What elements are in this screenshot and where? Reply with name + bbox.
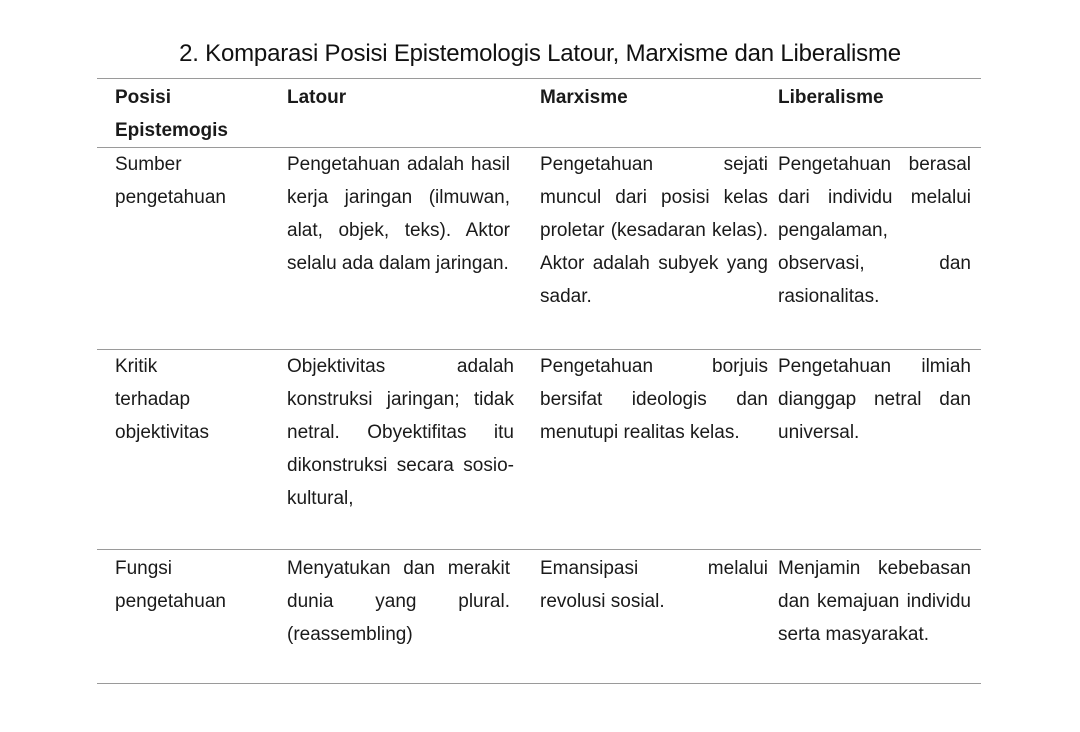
row-liberalisme: Pengetahuan ilmiah dianggap netral dan universal. bbox=[778, 356, 971, 443]
table-header-row bbox=[97, 79, 981, 147]
row-marxisme: Emansipasi melalui revolusi sosial. bbox=[540, 558, 768, 612]
row-latour: Pengetahuan adalah hasil kerja jaringan (ilmuwan, alat, objek, teks). Aktor selalu ada dalam jaringan. bbox=[287, 154, 510, 274]
row-latour: Objektivitas adalah konstruksi jaringan; tidak netral. Obyektifitas itu dikonstruksi secara sosio-kultural, bbox=[287, 356, 514, 509]
row-latour: Menyatukan dan merakit dunia yang plural. (reassembling) bbox=[287, 558, 510, 645]
header-latour: Latour bbox=[287, 87, 347, 108]
comparison-table bbox=[97, 78, 981, 684]
table-bottom-rule bbox=[97, 683, 981, 684]
header-posisi: Posisi Epistemogis bbox=[115, 87, 228, 141]
row-aspect: Sumber pengetahuan bbox=[115, 154, 226, 208]
row-liberalisme: Menjamin kebebasan dan kemajuan individu serta masyarakat. bbox=[778, 558, 971, 645]
header-marxisme: Marxisme bbox=[540, 87, 628, 108]
header-liberalisme: Liberalisme bbox=[778, 87, 884, 108]
row-liberalisme: Pengetahuan berasal dari individu melalui pengalaman, observasi, dan rasionalitas. bbox=[778, 154, 971, 307]
row-marxisme: Pengetahuan borjuis bersifat ideologis dan menutupi realitas kelas. bbox=[540, 356, 768, 443]
table-title: 2. Komparasi Posisi Epistemologis Latour, Marxisme dan Liberalisme bbox=[179, 40, 901, 67]
table-row bbox=[97, 350, 981, 549]
row-marxisme: Pengetahuan sejati muncul dari posisi kelas proletar (kesadaran kelas). Aktor adalah subyek yang sadar. bbox=[540, 154, 768, 307]
table-row bbox=[97, 550, 981, 683]
row-aspect: Fungsi pengetahuan bbox=[115, 558, 226, 612]
table-row bbox=[97, 148, 981, 349]
row-aspect: Kritik terhadap objektivitas bbox=[115, 356, 209, 443]
